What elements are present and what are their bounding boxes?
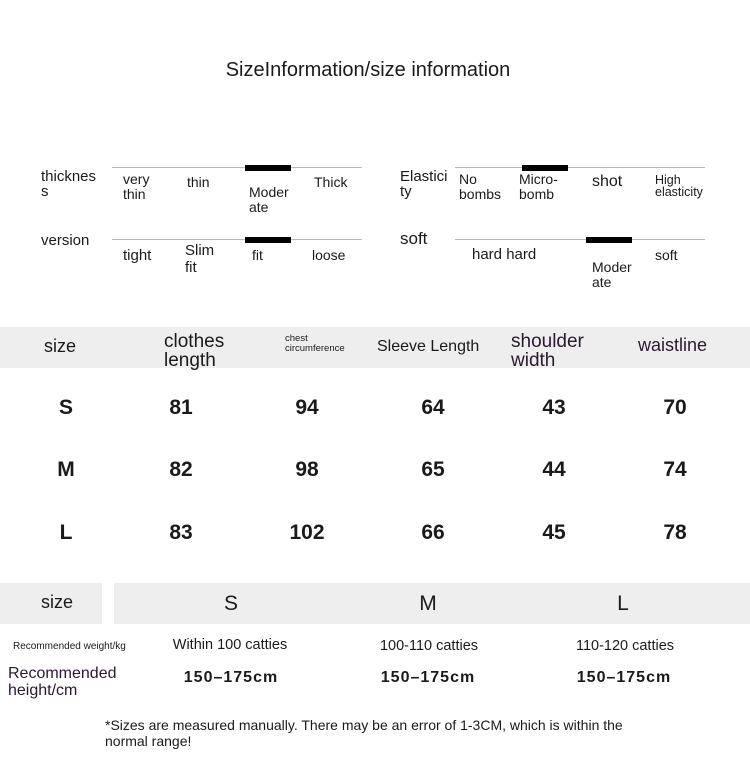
- size-table-header-sleeve-length: Sleeve Length: [377, 338, 480, 355]
- version-scale-line: [112, 239, 362, 240]
- soft-selected-marker: [586, 237, 632, 243]
- version-option-slim-fit: Slim fit: [185, 242, 215, 276]
- recommended-height-l: 150–175cm: [576, 669, 672, 686]
- size-table-cell: 66: [421, 521, 445, 544]
- recommend-size-s: S: [223, 592, 238, 615]
- size-table-cell: 70: [663, 396, 687, 419]
- thickness-label: thicknes s: [41, 168, 97, 200]
- size-table-cell: 102: [289, 521, 325, 544]
- thickness-selected-marker: [245, 165, 291, 171]
- recommended-weight-m: 100-110 catties: [379, 638, 479, 654]
- size-table-cell: 64: [421, 396, 445, 419]
- soft-scale-line: [455, 239, 705, 240]
- elasticity-option-no-bombs: No bombs: [459, 171, 502, 202]
- version-selected-marker: [245, 237, 291, 243]
- recommend-size-m: M: [419, 592, 437, 615]
- page-title: SizeInformation/size information: [225, 59, 511, 81]
- recommended-height-label: Recommended height/cm: [8, 665, 117, 699]
- size-table-header-chest-circumference: chest circumference: [285, 333, 345, 354]
- size-table-header-size: size: [44, 336, 77, 356]
- size-table-cell: 82: [169, 458, 193, 481]
- recommended-weight-s: Within 100 catties: [172, 637, 288, 653]
- thickness-option-thin: thin: [187, 174, 210, 190]
- elasticity-option-high-elasticity: High elasticity: [655, 173, 703, 199]
- size-table-cell: S: [58, 396, 73, 419]
- size-table-cell: M: [57, 458, 75, 481]
- recommended-weight-l: 110-120 catties: [575, 638, 675, 654]
- thickness-option-thick: Thick: [314, 174, 348, 190]
- recommend-size-label: size: [41, 592, 74, 612]
- size-table-cell: L: [59, 521, 73, 544]
- size-table-cell: 44: [542, 458, 566, 481]
- elasticity-option-micro-bomb: Micro- bomb: [519, 171, 558, 202]
- size-table-header-clothes-length: clothes length: [164, 331, 225, 371]
- thickness-option-moderate: Moder ate: [249, 184, 289, 215]
- size-table-cell: 98: [295, 458, 319, 481]
- version-label: version: [41, 232, 90, 249]
- size-table-cell: 81: [169, 396, 193, 419]
- measurement-note: *Sizes are measured manually. There may be an error of 1-3CM, which is within the normal range!: [105, 717, 623, 749]
- version-option-tight: tight: [123, 247, 152, 264]
- size-table-cell: 78: [663, 521, 687, 544]
- soft-option-soft: soft: [655, 247, 678, 263]
- version-option-loose: loose: [312, 247, 346, 263]
- version-option-fit: fit: [252, 247, 263, 263]
- elasticity-option-shot: shot: [592, 173, 623, 190]
- size-table-cell: 65: [421, 458, 445, 481]
- soft-option-hard-hard: hard hard: [472, 246, 537, 263]
- soft-option-moderate: Moder ate: [592, 259, 632, 290]
- thickness-option-very-thin: very thin: [123, 171, 150, 202]
- size-table-header-shoulder-width: shoulder width: [511, 331, 584, 371]
- size-table-cell: 74: [663, 458, 687, 481]
- elasticity-label: Elastici ty: [400, 168, 448, 200]
- size-table-cell: 94: [295, 396, 319, 419]
- size-table-cell: 43: [542, 396, 566, 419]
- recommended-height-s: 150–175cm: [183, 669, 279, 686]
- recommended-weight-label: Recommended weight/kg: [13, 641, 126, 652]
- size-table-header-waistline: waistline: [638, 335, 708, 355]
- size-table-cell: 45: [542, 521, 566, 544]
- size-table-cell: 83: [169, 521, 193, 544]
- elasticity-scale-line: [455, 167, 705, 168]
- thickness-scale-line: [112, 167, 362, 168]
- soft-label: soft: [400, 229, 428, 248]
- recommended-height-m: 150–175cm: [380, 669, 476, 686]
- recommend-size-l: L: [617, 592, 629, 615]
